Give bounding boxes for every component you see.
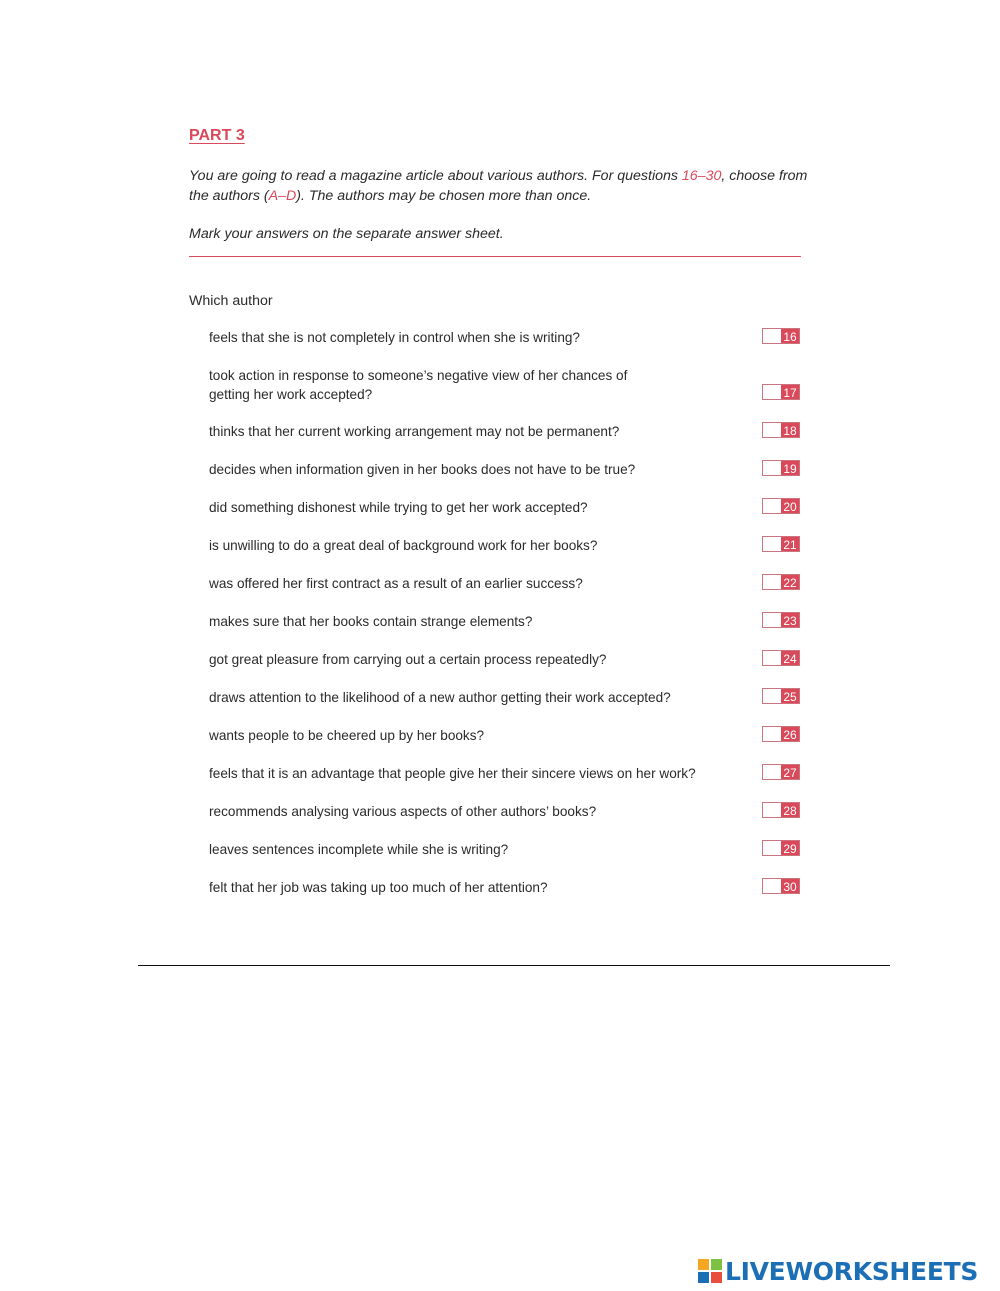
instructions-text-1: You are going to read a magazine article about various authors. For questions bbox=[189, 168, 682, 184]
question-number: 26 bbox=[781, 727, 799, 741]
question-number: 16 bbox=[781, 329, 799, 343]
answer-box[interactable] bbox=[762, 498, 800, 514]
liveworksheets-logo-icon bbox=[698, 1259, 722, 1283]
question-text: draws attention to the likelihood of a new author getting their work accepted? bbox=[209, 690, 671, 705]
question-text: leaves sentences incomplete while she is writing? bbox=[209, 842, 509, 857]
question-number: 29 bbox=[781, 841, 799, 855]
question-text: decides when information given in her books does not have to be true? bbox=[209, 462, 636, 477]
question-text: recommends analysing various aspects of other authors’ books? bbox=[209, 804, 597, 819]
question-number: 18 bbox=[781, 423, 799, 437]
instructions bbox=[189, 166, 809, 206]
answer-box[interactable] bbox=[762, 422, 800, 438]
question-number: 28 bbox=[781, 803, 799, 817]
question-number: 20 bbox=[781, 499, 799, 513]
question-number: 24 bbox=[781, 651, 799, 665]
answer-box[interactable] bbox=[762, 384, 800, 400]
question-number: 21 bbox=[781, 537, 799, 551]
question-text: feels that she is not completely in control when she is writing? bbox=[209, 330, 580, 345]
question-number: 27 bbox=[781, 765, 799, 779]
answer-box[interactable] bbox=[762, 688, 800, 704]
liveworksheets-logo bbox=[698, 1257, 978, 1285]
which-author-prompt: Which author bbox=[189, 293, 273, 309]
part-title: PART 3 bbox=[189, 127, 245, 144]
question-text: did something dishonest while trying to get her work accepted? bbox=[209, 500, 588, 515]
question-text: thinks that her current working arrangement may not be permanent? bbox=[209, 424, 620, 439]
answer-box[interactable] bbox=[762, 764, 800, 780]
answer-box[interactable] bbox=[762, 726, 800, 742]
question-text: took action in response to someone’s negative view of her chances of getting her work accepted? bbox=[209, 368, 628, 402]
question-number: 22 bbox=[781, 575, 799, 589]
answer-box[interactable] bbox=[762, 878, 800, 894]
instructions-text-3: ). The authors may be chosen more than once. bbox=[296, 188, 592, 204]
answer-box[interactable] bbox=[762, 612, 800, 628]
answer-box[interactable] bbox=[762, 460, 800, 476]
question-text: got great pleasure from carrying out a certain process repeatedly? bbox=[209, 652, 607, 667]
question-number: 30 bbox=[781, 879, 799, 893]
red-divider bbox=[189, 256, 801, 257]
question-text: felt that her job was taking up too much of her attention? bbox=[209, 880, 548, 895]
answer-box[interactable] bbox=[762, 650, 800, 666]
answer-box[interactable] bbox=[762, 328, 800, 344]
answer-sheet-note: Mark your answers on the separate answer sheet. bbox=[189, 226, 504, 242]
question-text: was offered her first contract as a result of an earlier success? bbox=[209, 576, 583, 591]
question-range: 16–30 bbox=[681, 168, 722, 184]
question-number: 17 bbox=[781, 385, 799, 399]
question-text: makes sure that her books contain strange elements? bbox=[209, 614, 533, 629]
question-text: wants people to be cheered up by her books? bbox=[209, 728, 485, 743]
bottom-divider bbox=[138, 965, 890, 966]
instructions-text-2: , choose from the authors ( bbox=[189, 168, 808, 204]
author-letters: A–D bbox=[268, 188, 297, 204]
question-number: 25 bbox=[781, 689, 799, 703]
question-number: 19 bbox=[781, 461, 799, 475]
question-number: 23 bbox=[781, 613, 799, 627]
logo-text: LIVEWORKSHEETS bbox=[725, 1256, 979, 1286]
question-text: is unwilling to do a great deal of background work for her books? bbox=[209, 538, 598, 553]
answer-box[interactable] bbox=[762, 574, 800, 590]
question-text: feels that it is an advantage that people give her their sincere views on her work? bbox=[209, 766, 696, 781]
answer-box[interactable] bbox=[762, 536, 800, 552]
answer-box[interactable] bbox=[762, 802, 800, 818]
answer-box[interactable] bbox=[762, 840, 800, 856]
